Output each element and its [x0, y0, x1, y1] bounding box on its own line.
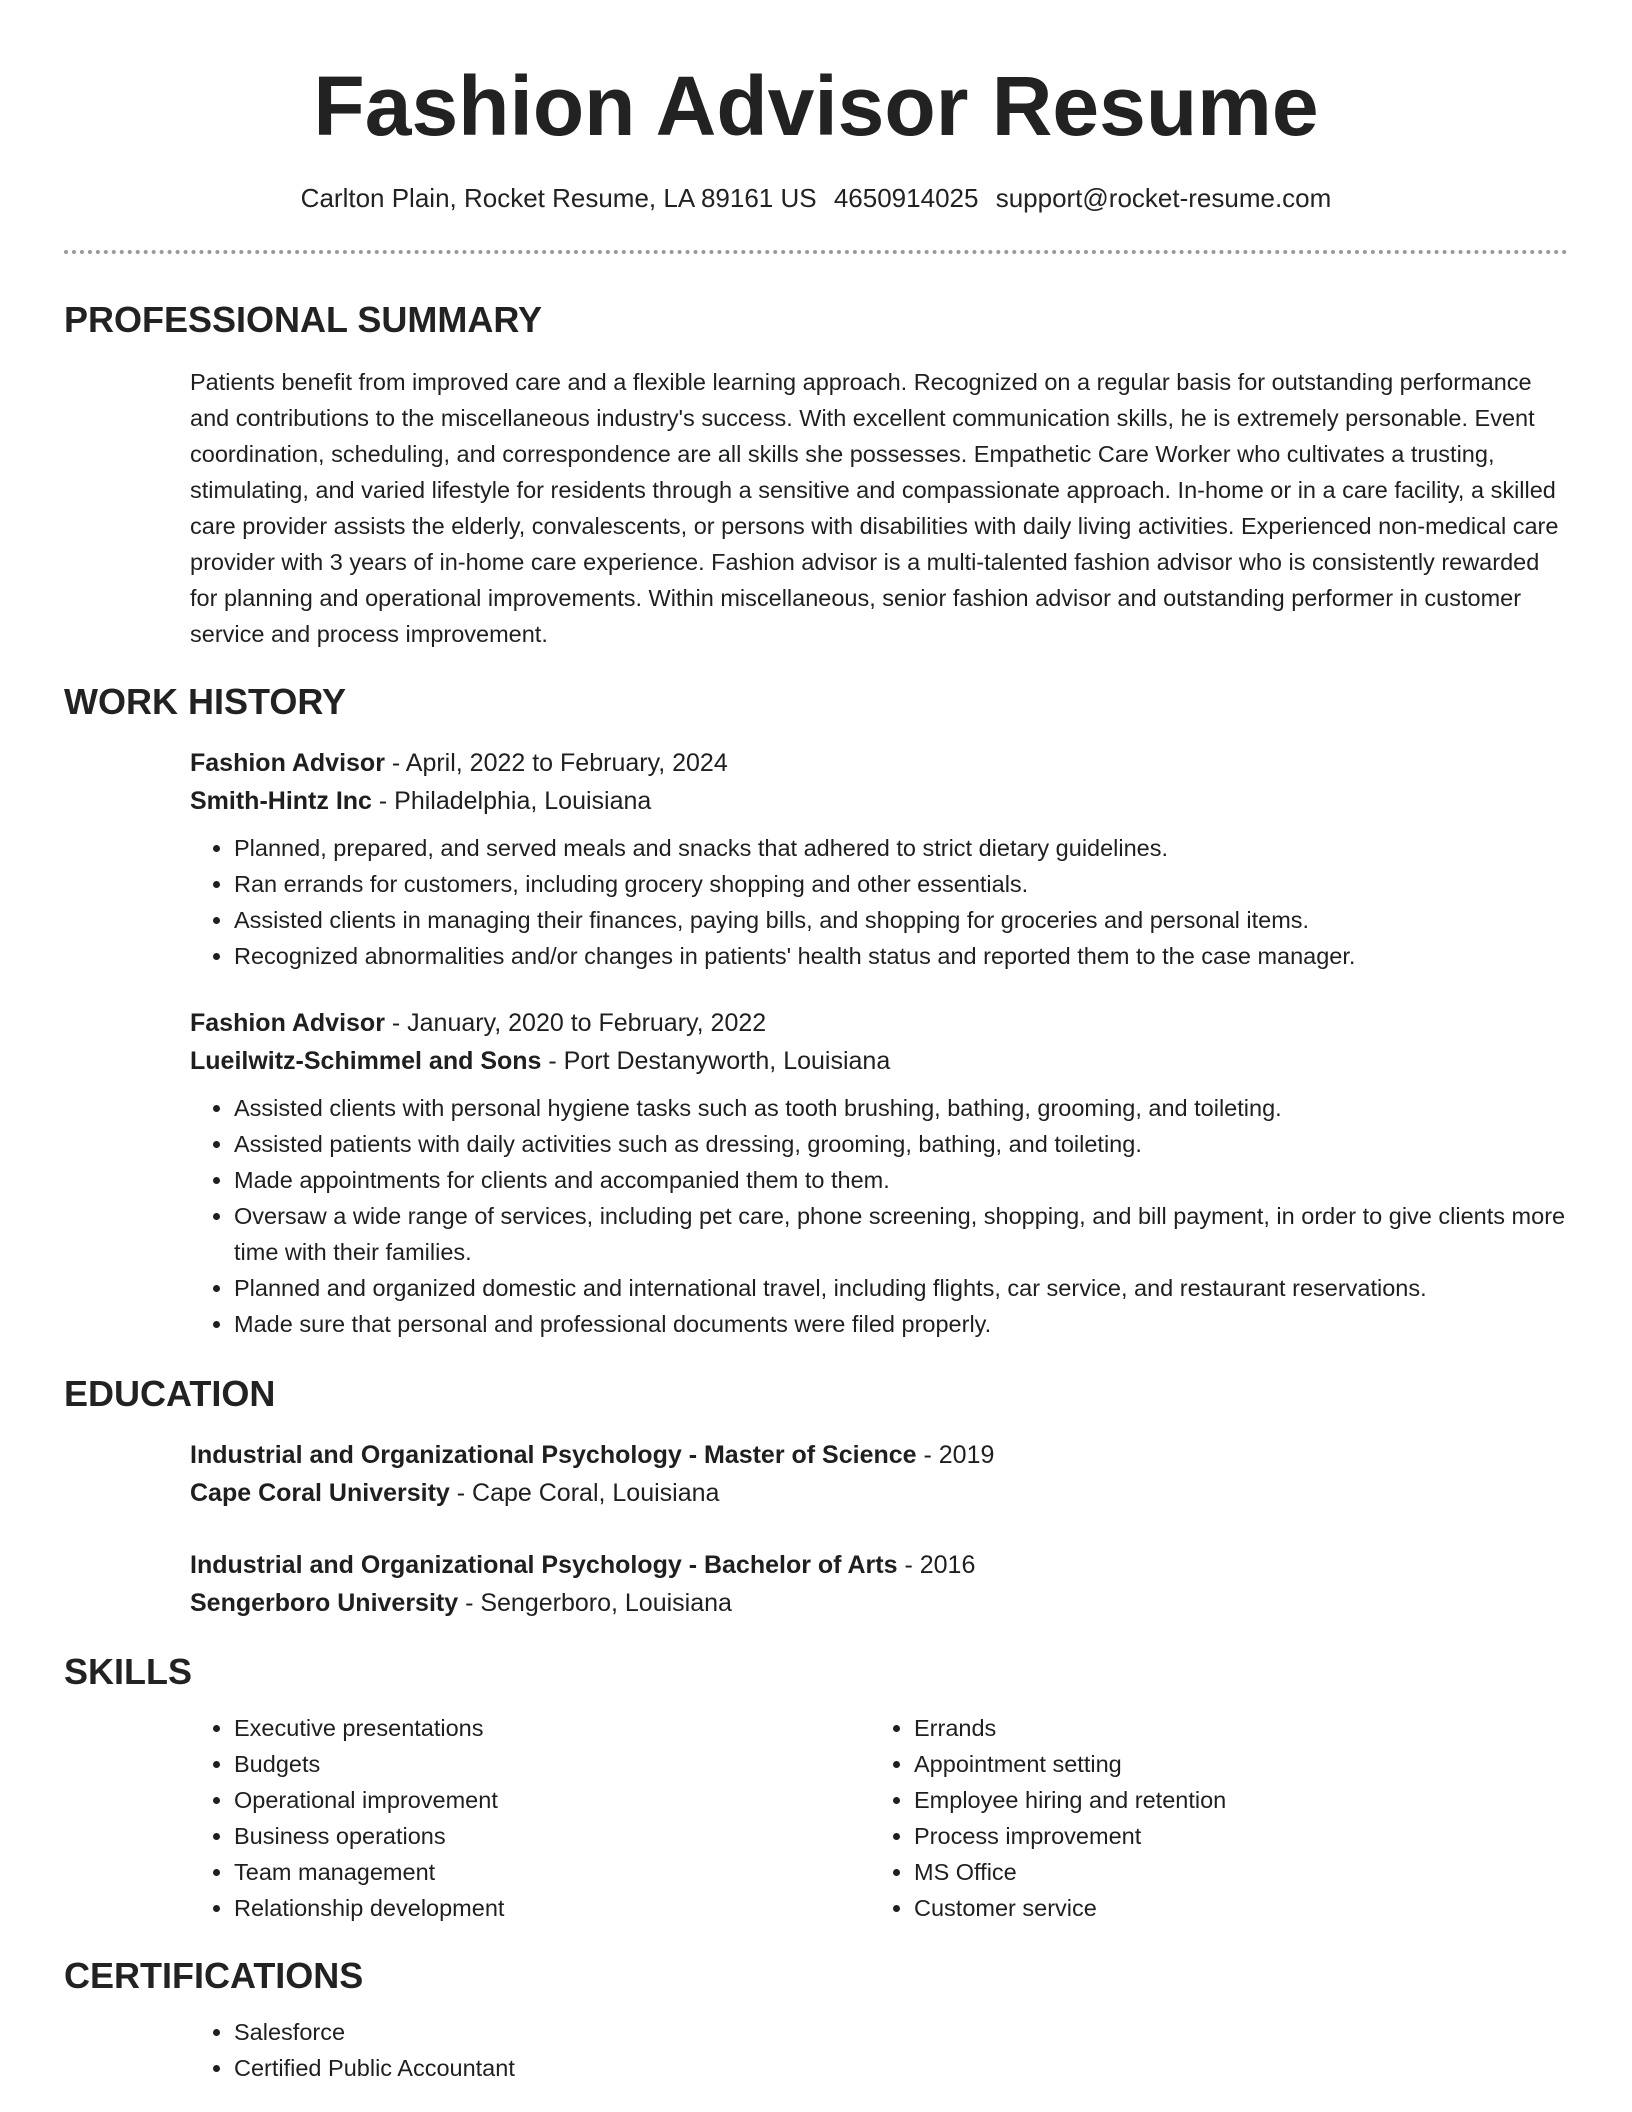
certifications-heading: CERTIFICATIONS: [64, 1955, 364, 1996]
job-title-line: [190, 1004, 1568, 1042]
skills-column-right: [870, 1710, 1550, 1926]
job-bullet: • Assisted clients with personal hygiene tasks such as tooth brushing, bathing, grooming, and toileting.: [234, 1090, 1568, 1126]
education-section: [64, 1372, 1568, 1622]
skill-item: • Operational improvement: [234, 1782, 870, 1818]
skills-list-right: [870, 1710, 1550, 1926]
job-entry: [190, 744, 1568, 974]
skill-item: • MS Office: [914, 1854, 1550, 1890]
skill-item: • Customer service: [914, 1890, 1550, 1926]
job-bullet: • Recognized abnormalities and/or changes in patients' health status and reported them to the case manager.: [234, 938, 1568, 974]
summary-text: Patients benefit from improved care and a flexible learning approach. Recognized on a regular basis for outstanding performance and contributions to the miscellaneous industry's success. With excellent communication skills, he is extremely personable. Event coordination, scheduling, and correspondence are all skills she possesses. Empathetic Care Worker who cultivates a trusting, stimulating, and varied lifestyle for residents through a sensitive and compassionate approach. In-home or in a care facility, a skilled care provider assists the elderly, convalescents, or persons with disabilities with daily living activities. Experienced non-medical care provider with 3 years of in-home care experience. Fashion advisor is a multi-talented fashion advisor who is consistently rewarded for planning and operational improvements. Within miscellaneous, senior fashion advisor and outstanding performer in customer service and process improvement.: [190, 369, 1559, 647]
job-bullet: • Planned, prepared, and served meals and snacks that adhered to strict dietary guidelines.: [234, 830, 1568, 866]
job-company-line: [190, 1042, 1568, 1080]
skill-item: • Process improvement: [914, 1818, 1550, 1854]
job-title: Fashion Advisor: [190, 749, 385, 777]
education-body: [190, 1436, 1568, 1622]
contact-email: support@rocket-resume.com: [995, 183, 1332, 213]
education-heading: EDUCATION: [64, 1373, 276, 1414]
job-location: - Philadelphia, Louisiana: [371, 787, 652, 815]
skill-item: • Errands: [914, 1710, 1550, 1746]
skill-item: • Executive presentations: [234, 1710, 870, 1746]
skills-list-left: [190, 1710, 870, 1926]
skill-item: • Budgets: [234, 1746, 870, 1782]
job-bullet: • Planned and organized domestic and international travel, including flights, car service, and restaurant reservations.: [234, 1270, 1568, 1306]
summary-body: [190, 364, 1568, 652]
skill-item: • Relationship development: [234, 1890, 870, 1926]
certification-item: • Salesforce: [234, 2014, 1568, 2050]
contact-address: Carlton Plain, Rocket Resume, LA 89161 US: [300, 183, 817, 213]
skill-item: • Appointment setting: [914, 1746, 1550, 1782]
job-bullet: • Made sure that personal and professional documents were filed properly.: [234, 1306, 1568, 1342]
job-company-line: [190, 782, 1568, 820]
school-line: [190, 1584, 1568, 1622]
skills-body: [190, 1710, 1568, 1926]
degree-name: Industrial and Organizational Psychology - Master of Science: [190, 1441, 917, 1469]
school-name: Cape Coral University: [190, 1479, 450, 1507]
skill-item: • Team management: [234, 1854, 870, 1890]
certifications-body: [190, 2014, 1568, 2086]
job-bullets: [190, 830, 1568, 974]
work-history-section: [64, 680, 1568, 1342]
skills-section: [64, 1650, 1568, 1926]
degree-line: [190, 1546, 1568, 1584]
skill-item: • Business operations: [234, 1818, 870, 1854]
job-bullet: • Assisted clients in managing their finances, paying bills, and shopping for groceries and personal items.: [234, 902, 1568, 938]
job-bullet: • Assisted patients with daily activities such as dressing, grooming, bathing, and toileting.: [234, 1126, 1568, 1162]
contact-line: [64, 180, 1568, 216]
degree-line: [190, 1436, 1568, 1474]
job-title: Fashion Advisor: [190, 1009, 385, 1037]
work-history-heading: WORK HISTORY: [64, 681, 347, 722]
job-entry: [190, 1004, 1568, 1342]
school-location: - Cape Coral, Louisiana: [449, 1479, 720, 1507]
job-company: Lueilwitz-Schimmel and Sons: [190, 1047, 542, 1075]
job-bullet: • Made appointments for clients and accompanied them to them.: [234, 1162, 1568, 1198]
school-name: Sengerboro University: [190, 1589, 459, 1617]
skills-column-left: [190, 1710, 870, 1926]
contact-phone: 4650914025: [833, 183, 979, 213]
certifications-list: [190, 2014, 1568, 2086]
education-entry: [190, 1436, 1568, 1512]
degree-year: - 2019: [916, 1441, 995, 1469]
degree-year: - 2016: [897, 1551, 976, 1579]
skills-heading: SKILLS: [64, 1651, 193, 1692]
job-bullets: [190, 1090, 1568, 1342]
job-dates: - January, 2020 to February, 2022: [384, 1009, 767, 1037]
summary-heading: PROFESSIONAL SUMMARY: [64, 299, 543, 340]
header-divider: [64, 250, 1568, 254]
resume-page: [64, 0, 1568, 2086]
work-history-body: [190, 744, 1568, 1342]
school-location: - Sengerboro, Louisiana: [458, 1589, 732, 1617]
certifications-section: [64, 1954, 1568, 2086]
skill-item: • Employee hiring and retention: [914, 1782, 1550, 1818]
job-bullet: • Oversaw a wide range of services, including pet care, phone screening, shopping, and bill payment, in order to give clients more time with their families.: [234, 1198, 1568, 1270]
job-bullet: • Ran errands for customers, including grocery shopping and other essentials.: [234, 866, 1568, 902]
job-dates: - April, 2022 to February, 2024: [384, 749, 728, 777]
job-location: - Port Destanyworth, Louisiana: [541, 1047, 891, 1075]
job-company: Smith-Hintz Inc: [190, 787, 372, 815]
job-title-line: [190, 744, 1568, 782]
degree-name: Industrial and Organizational Psychology - Bachelor of Arts: [190, 1551, 898, 1579]
resume-title: Fashion Advisor Resume: [313, 59, 1319, 153]
certification-item: • Certified Public Accountant: [234, 2050, 1568, 2086]
summary-section: [64, 298, 1568, 652]
school-line: [190, 1474, 1568, 1512]
education-entry: [190, 1546, 1568, 1622]
